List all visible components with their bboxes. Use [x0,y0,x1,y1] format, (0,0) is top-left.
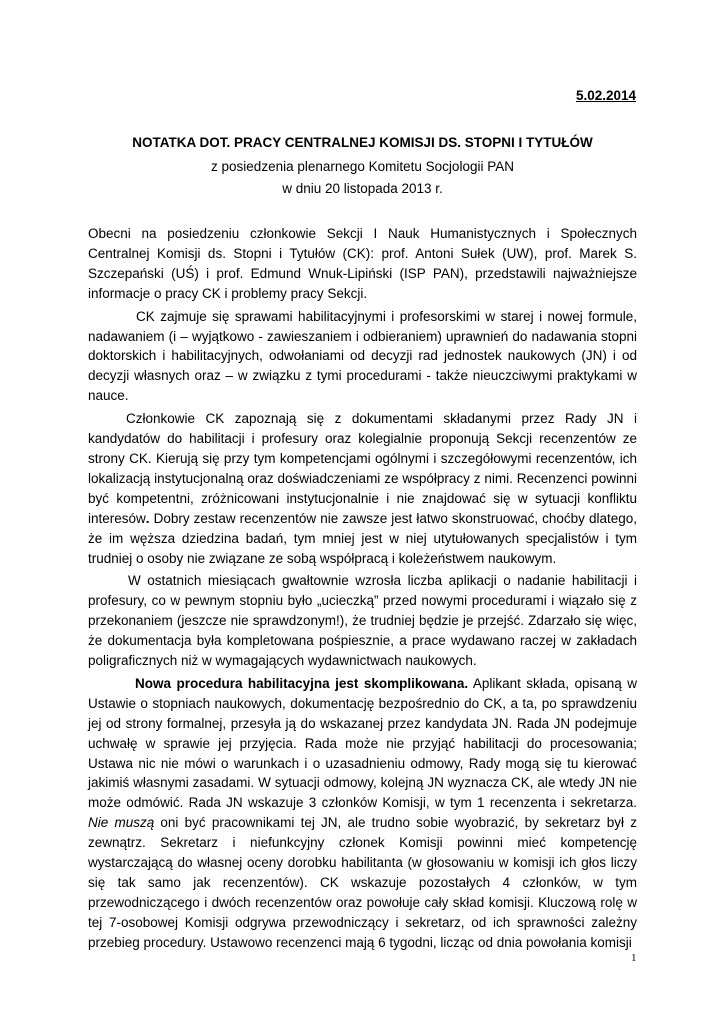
page-number: 1 [631,952,637,964]
paragraph-new-procedure-italic: Nie muszą [88,815,155,831]
document-title: NOTATKA DOT. PRACY CENTRALNEJ KOMISJI DS. STOPNI I TYTUŁÓW [132,135,593,150]
paragraph-new-procedure [88,674,637,953]
paragraph-new-procedure-part-a: Aplikant składa, opisaną w Ustawie o stopniach naukowych, dokumentację bezpośrednio do CK, a ta, po sprawdzeniu jej od strony formalnej, przesyła ją do wskazanej przez kandydata JN. Rada JN podejmuje uchwałę w sprawie jej przyjęcia. Rada może nie przyjąć habilitacji do procesowania; Ustawa nic nie mówi o warunkach i o uzasadnieniu odmowy, Rady mogą się tu kierować jakimiś własnymi zasadami. W sytuacji odmowy, kolejną JN wyznacza CK, ale wtedy JN nie może odmówić. Rada JN wskazuje 3 członków Komisji, w tym 1 recenzenta i sekretarza. [88,675,637,811]
paragraph-new-procedure-part-b: oni być pracownikami tej JN, ale trudno sobie wyobrazić, by sekretarz był z zewnątrz. Sekretarz i niefunkcyjny członek Komisji powinni mieć kompetencję wystarczającą do własnej oceny dorobku habilitanta (w głosowaniu w komisji ich głos liczy się tak samo jak recenzentów). CK wskazuje pozostałych 4 członków, w tym przewodniczącego i dwóch recenzentów oraz powołuje cały skład komisji. Kluczową rolę w tej 7-osobowej Komisji odgrywa przewodniczący i sekretarz, od ich sprawności zależny przebieg procedury. Ustawowo recenzenci mają 6 tygodni, licząc od dnia powołania komisji [88,815,637,950]
paragraph-reviewers-part-b: Dobry zestaw recenzentów nie zawsze jest łatwo skonstruować, choćby dlatego, że im węższa dziedzina badań, tym mniej jest w niej utytułowanych specjalistów i tym trudniej o osoby nie związane ze sobą współpracą i koleżeństwem naukowym. [88,510,637,566]
paragraph-reviewers [88,409,637,568]
document-date: 5.02.2014 [575,88,636,103]
document-subtitle-date: w dniu 20 listopada 2013 r. [282,181,443,196]
paragraph-reviewers-part-a: Członkowie CK zapoznają się z dokumentami składanymi przez Rady JN i kandydatów do habilitacji i profesury oraz kolegialnie proponują Sekcji recenzentów ze strony CK. Kierują się przy tym kompetencjami ogólnymi i szczegółowymi recenzentów, ich lokalizacją instytucjonalną oraz doświadczeniami ze współpracy z nimi. Recenzenci powinni być kompetentni, zróżnicowani instytucjonalnie i nie znajdować się w sytuacji konfliktu interesów [88,411,637,526]
paragraph-attendees: Obecni na posiedzeniu członkowie Sekcji I Nauk Humanistycznych i Społecznych Centralnej Komisji ds. Stopni i Tytułów (CK): prof. Antoni Sułek (UW), prof. Marek S. Szczepański (UŚ) i prof. Edmund Wnuk-Lipiński (ISP PAN), przedstawili najważniejsze informacje o pracy CK i problemy pracy Sekcji. [88,226,637,301]
paragraph-applications: W ostatnich miesiącach gwałtownie wzrosła liczba aplikacji o nadanie habilitacji i profesury, co w pewnym stopniu było „ucieczką” przed nowymi procedurami i wiązało się z przekonaniem (jeszcze nie sprawdzonym!), że trudniej będzie je przejść. Zdarzało się więc, że dokumentacja była kompletowana pośpiesznie, a prace wydawano raczej w zakładach poligraficznych niż w wymagających wydawnictwach naukowych. [88,573,637,669]
document-subtitle-meeting: z posiedzenia plenarnego Komitetu Socjologii PAN [211,159,514,174]
paragraph-reviewers-bold-dot: . [145,510,150,526]
paragraph-ck-scope: CK zajmuje się sprawami habilitacyjnymi i profesorskimi w starej i nowej formule, nadawaniem (i – wyjątkowo - zawieszaniem i odbieraniem) uprawnień do nadawania stopni doktorskich i habilitacyjnych, odwołaniami od decyzji rad jednostek naukowych (JN) i od decyzji własnych oraz – w związku z tymi procedurami - także nieuczciwymi praktykami w nauce. [88,308,637,404]
document-body [88,224,637,956]
paragraph-new-procedure-heading: Nowa procedura habilitacyjna jest skomplikowana. [135,675,469,691]
